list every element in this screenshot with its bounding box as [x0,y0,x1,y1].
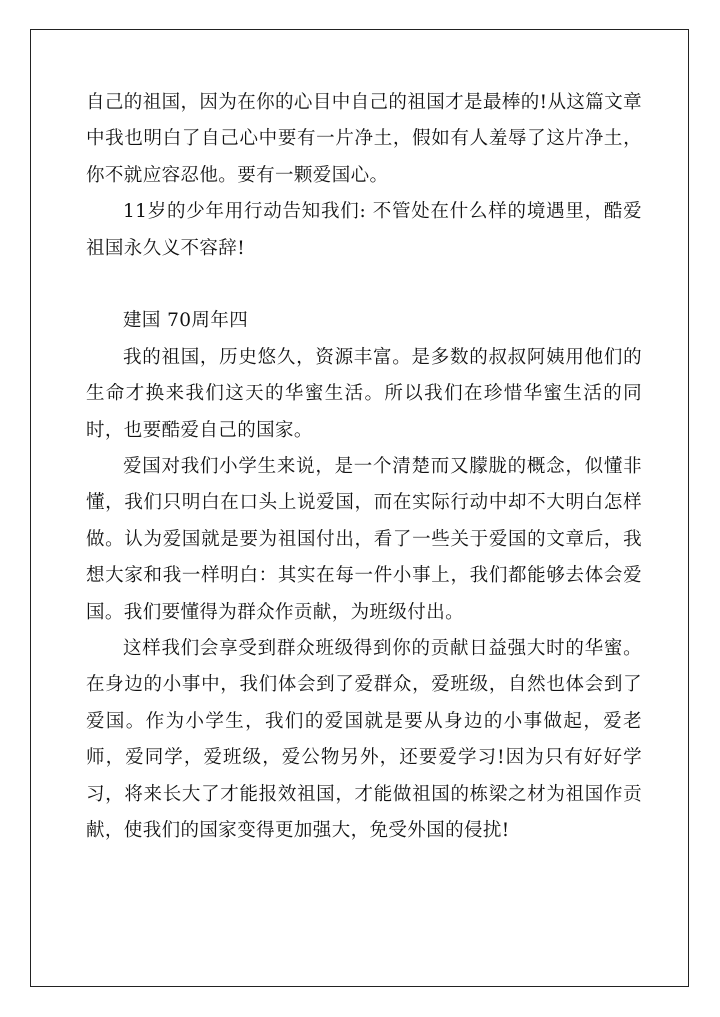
section-title: 建国 70周年四 [123,310,249,332]
paragraph-continued: 自己的祖国，因为在你的心目中自己的祖国才是最棒的!从这篇文章中我也明白了自己心中要有一片净土，假如有人羞辱了这片净土，你不就应容忍他。要有一颗爱国心。 [86,92,642,186]
paragraph: 这样我们会享受到群众班级得到你的贡献日益强大时的华蜜。在身边的小事中，我们体会到了爱群众，爱班级，自然也体会到了爱国。作为小学生，我们的爱国就是要从身边的小事做起，爱老师，爱同学，爱班级，爱公物另外，还要爱学习!因为只有好好学习，将来长大了才能报效祖国，才能做祖国的栋梁之材为祖国作贡献，使我们的国家变得更加强大，免受外国的侵扰! [86,638,642,842]
paragraph-conclusion: 11岁的少年用行动告知我们: 不管处在什么样的境遇里，酷爱祖国永久义不容辞! [86,201,642,259]
document-body [86,85,642,850]
blank-line [86,267,642,303]
paragraph: 爱国对我们小学生来说，是一个清楚而又朦胧的概念，似懂非懂，我们只明白在口头上说爱国，而在实际行动中却不大明白怎样做。认为爱国就是要为祖国付出，看了一些关于爱国的文章后，我想大家和我一样明白：其实在每一件小事上，我们都能够去体会爱国。我们要懂得为群众作贡献，为班级付出。 [86,456,642,623]
paragraph: 我的祖国，历史悠久，资源丰富。是多数的叔叔阿姨用他们的生命才换来我们这天的华蜜生活。所以我们在珍惜华蜜生活的同时，也要酷爱自己的国家。 [86,346,642,441]
